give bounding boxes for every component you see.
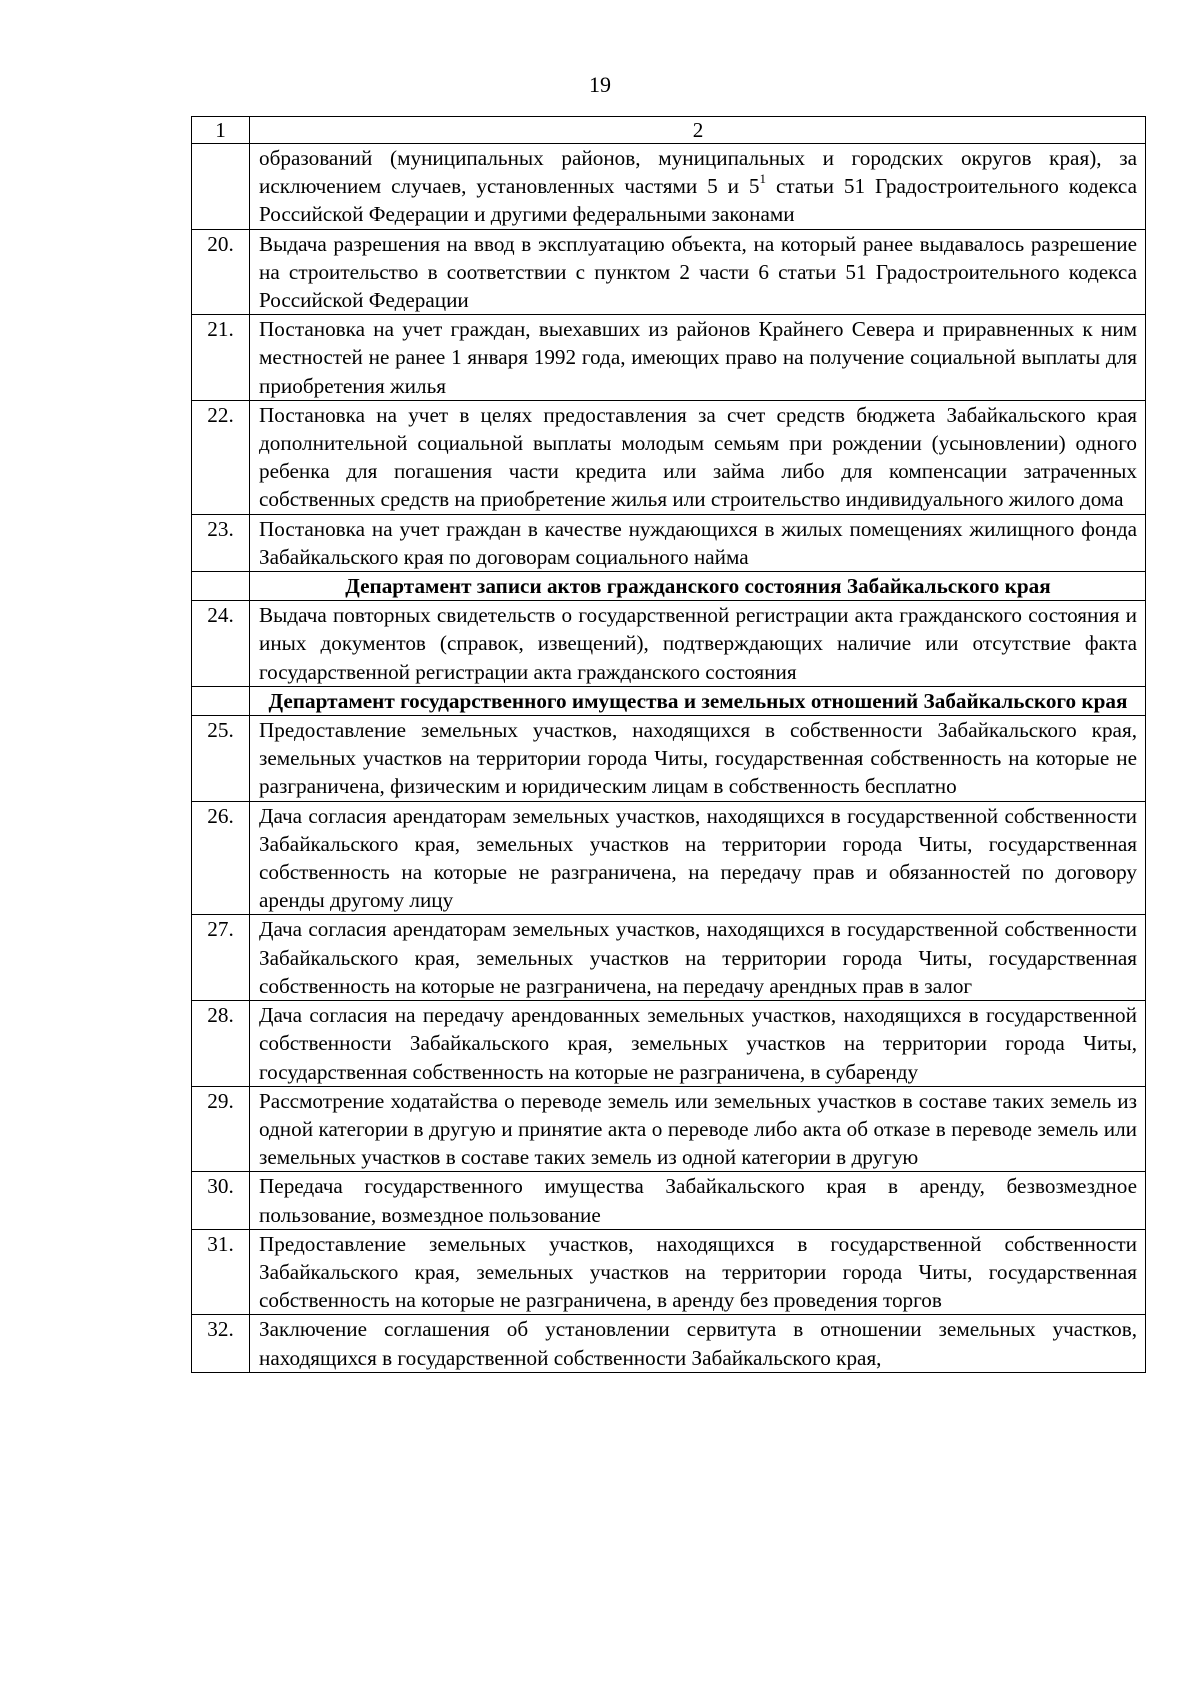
row-text: Заключение соглашения об установлении сервитута в отношении земельных участков, находящихся в государственной собственности Забайкальского края, <box>250 1315 1146 1372</box>
continuation-row <box>192 144 1146 230</box>
column-number-header: 1 <box>192 117 250 144</box>
row-number: 27. <box>192 915 250 1001</box>
row-text: Выдача повторных свидетельств о государственной регистрации акта гражданского состояния и иных документов (справок, извещений), подтверждающих наличие или отсутствие факта государственной регистрации акта гражданского состояния <box>250 601 1146 687</box>
section-number-cell <box>192 686 250 715</box>
table-row <box>192 1172 1146 1229</box>
table-row <box>192 801 1146 915</box>
table-row <box>192 1315 1146 1372</box>
table-row <box>192 315 1146 401</box>
row-text: Рассмотрение ходатайства о переводе земель или земельных участков в составе таких земель из одной категории в другую и принятие акта о переводе либо акта об отказе в переводе земель или земельных участков в составе таких земель из одной категории в другую <box>250 1086 1146 1172</box>
row-text: Предоставление земельных участков, находящихся в собственности Забайкальского края, земельных участков на территории города Читы, государственная собственность на которые не разграничена, физическим и юридическим лицам в собственность бесплатно <box>250 716 1146 802</box>
row-text: Дача согласия арендаторам земельных участков, находящихся в государственной собственности Забайкальского края, земельных участков на территории города Читы, государственная собственность на которые не разграничена, на передачу арендных прав в залог <box>250 915 1146 1001</box>
row-number: 21. <box>192 315 250 401</box>
table-row <box>192 601 1146 687</box>
table-row <box>192 514 1146 571</box>
table-row <box>192 1229 1146 1315</box>
table-row <box>192 1086 1146 1172</box>
row-text: Постановка на учет в целях предоставления за счет средств бюджета Забайкальского края дополнительной социальной выплаты молодым семьям при рождении (усыновлении) одного ребенка для погашения части кредита или займа либо для компенсации затраченных собственных средств на приобретение жилья или строительство индивидуального жилого дома <box>250 400 1146 514</box>
row-text: Дача согласия арендаторам земельных участков, находящихся в государственной собственности Забайкальского края, земельных участков на территории города Читы, государственная собственность на которые не разграничена, на передачу прав и обязанностей по договору аренды другому лицу <box>250 801 1146 915</box>
section-number-cell <box>192 572 250 601</box>
table-row <box>192 915 1146 1001</box>
superscript: 1 <box>759 171 767 187</box>
page-number: 19 <box>589 72 611 97</box>
section-heading: Департамент записи актов гражданского состояния Забайкальского края <box>250 572 1146 601</box>
section-heading: Департамент государственного имущества и земельных отношений Забайкальского края <box>250 686 1146 715</box>
row-text: Дача согласия на передачу арендованных земельных участков, находящихся в государственной собственности Забайкальского края, земельных участков на территории города Читы, государственная собственность на которые не разграничена, в субаренду <box>250 1001 1146 1087</box>
row-number: 20. <box>192 229 250 315</box>
continuation-text-before: образований (муниципальных районов, муниципальных и городских округов края), за исключением случаев, установленных частями 5 и 5 <box>259 146 1137 199</box>
row-text: Предоставление земельных участков, находящихся в государственной собственности Забайкальского края, земельных участков на территории города Читы, государственная собственность на которые не разграничена, в аренду без проведения торгов <box>250 1229 1146 1315</box>
table-row <box>192 1001 1146 1087</box>
row-text: Постановка на учет граждан в качестве нуждающихся в жилых помещениях жилищного фонда Забайкальского края по договорам социального найма <box>250 514 1146 571</box>
row-number: 32. <box>192 1315 250 1372</box>
table-row <box>192 400 1146 514</box>
continuation-text-after: статьи 51 Градостроительного кодекса Российской Федерации и другими федеральными законами <box>259 174 1137 227</box>
row-number: 23. <box>192 514 250 571</box>
row-text: Передача государственного имущества Забайкальского края в аренду, безвозмездное пользование, возмездное пользование <box>250 1172 1146 1229</box>
row-number <box>192 144 250 230</box>
services-table <box>191 116 1146 1373</box>
row-number: 31. <box>192 1229 250 1315</box>
table-header-row <box>192 117 1146 144</box>
table-row <box>192 716 1146 802</box>
column-text-header: 2 <box>250 117 1146 144</box>
row-number: 29. <box>192 1086 250 1172</box>
row-text: Постановка на учет граждан, выехавших из районов Крайнего Севера и приравненных к ним местностей не ранее 1 января 1992 года, имеющих право на получение социальной выплаты для приобретения жилья <box>250 315 1146 401</box>
row-text: Выдача разрешения на ввод в эксплуатацию объекта, на который ранее выдавалось разрешение на строительство в соответствии с пунктом 2 части 6 статьи 51 Градостроительного кодекса Российской Федерации <box>250 229 1146 315</box>
row-text <box>250 144 1146 230</box>
row-number: 25. <box>192 716 250 802</box>
row-number: 22. <box>192 400 250 514</box>
row-number: 24. <box>192 601 250 687</box>
section-heading-row <box>192 572 1146 601</box>
section-heading-row <box>192 686 1146 715</box>
row-number: 28. <box>192 1001 250 1087</box>
row-number: 30. <box>192 1172 250 1229</box>
table-row <box>192 229 1146 315</box>
row-number: 26. <box>192 801 250 915</box>
